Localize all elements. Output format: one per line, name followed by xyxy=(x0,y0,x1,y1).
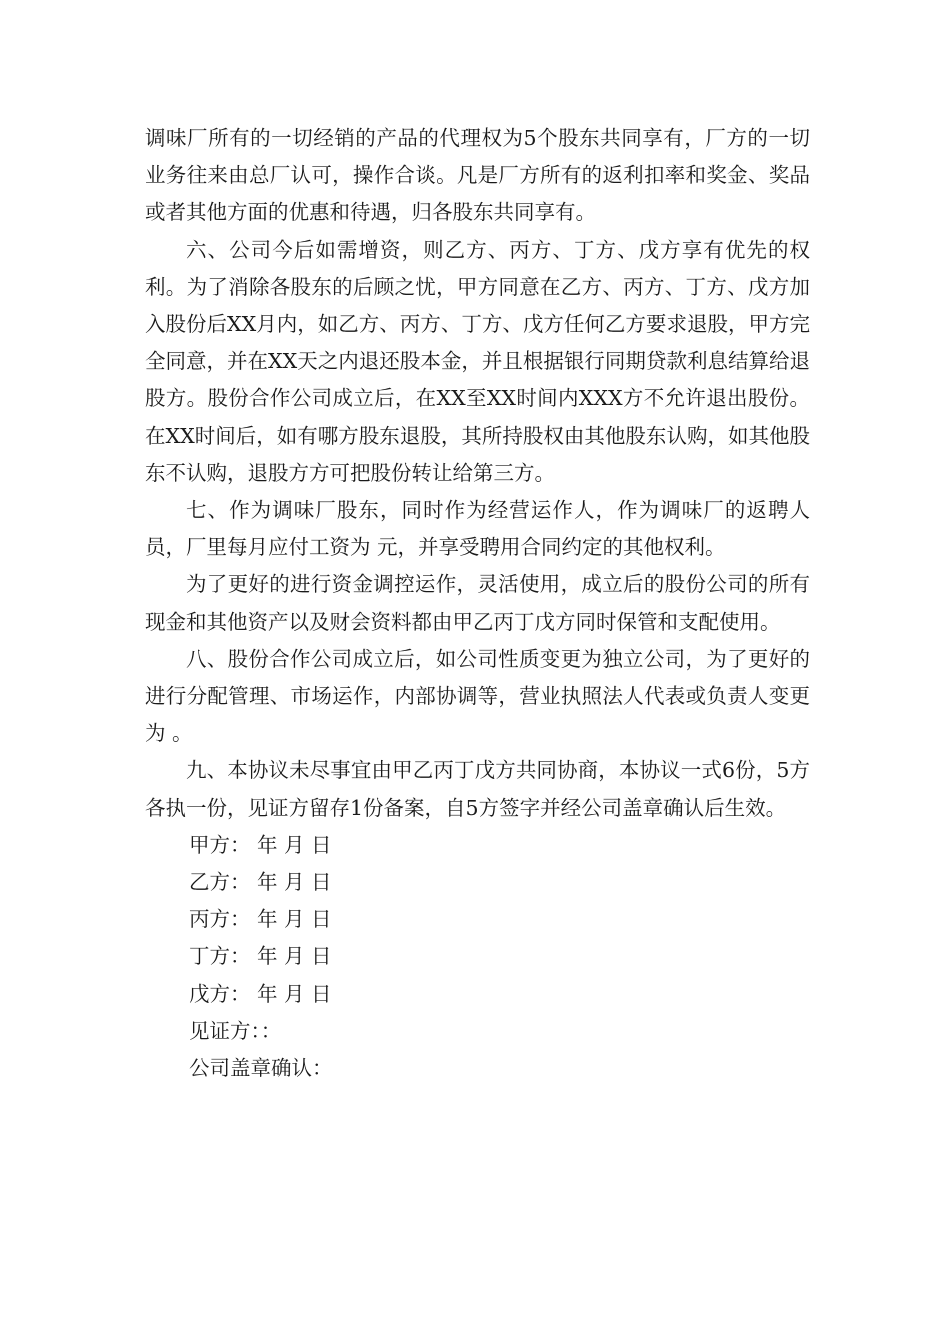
signature-witness: 见证方：： xyxy=(189,1018,282,1043)
signature-party-a: 甲方： 年 月 日 xyxy=(189,832,332,857)
signature-party-c: 丙方： 年 月 日 xyxy=(189,907,332,932)
signature-party-e: 戊方： 年 月 日 xyxy=(189,981,332,1006)
paragraph-fund-management: 为了更好的进行资金调控运作，灵活使用，成立后的股份公司的所有现金和其他资产以及财会资料都由甲乙丙丁戊方同时保管和支配使用。 xyxy=(145,572,810,634)
paragraph-clause-7: 七、作为调味厂股东，同时作为经营运作人，作为调味厂的返聘人员，厂里每月应付工资为 元，并享受聘用合同约定的其他权利。 xyxy=(145,498,810,560)
signature-party-d: 丁方： 年 月 日 xyxy=(189,944,332,969)
paragraph-clause-6: 六、公司今后如需增资，则乙方、丙方、丁方、戊方享有优先的权利。为了消除各股东的后顾之忧，甲方同意在乙方、丙方、丁方、戊方加入股份后XX月内，如乙方、丙方、丁方、戊方任何乙方要求退股，甲方完全同意，并在XX天之内退还股本金，并且根据银行同期贷款利息结算给退股方。股份合作公司成立后，在XX至XX时间内XXX方不允许退出股份。在XX时间后，如有哪方股东退股，其所持股权由其他股东认购，如其他股东不认购，退股方方可把股份转让给第三方。 xyxy=(145,237,810,485)
paragraph-clause-9: 九、本协议未尽事宜由甲乙丙丁戊方共同协商，本协议一式6份，5方各执一份，见证方留存1份备案，自5方签字并经公司盖章确认后生效。 xyxy=(145,758,810,820)
signature-party-b: 乙方： 年 月 日 xyxy=(189,870,332,895)
signature-block xyxy=(145,827,810,1087)
document-body xyxy=(145,120,810,1087)
paragraph-clause-8: 八、股份合作公司成立后，如公司性质变更为独立公司，为了更好的进行分配管理、市场运作，内部协调等，营业执照法人代表或负责人变更为 。 xyxy=(145,646,810,746)
signature-company-seal: 公司盖章确认： xyxy=(189,1056,333,1081)
paragraph-agency-rights: 调味厂所有的一切经销的产品的代理权为5个股东共同享有，厂方的一切业务往来由总厂认可，操作合谈。凡是厂方所有的返利扣率和奖金、奖品或者其他方面的优惠和待遇，归各股东共同享有。 xyxy=(145,126,810,225)
